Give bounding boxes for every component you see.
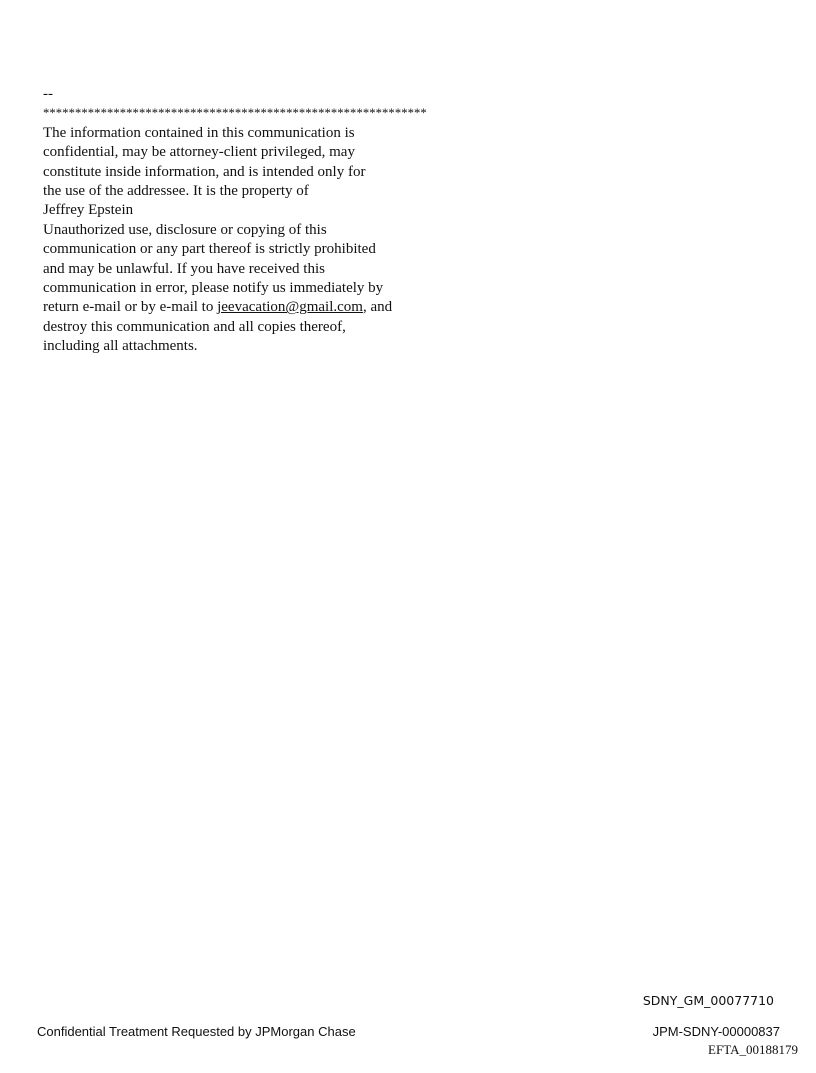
asterisk-separator: ************************************************************ — [43, 106, 427, 121]
return-email-line — [43, 298, 513, 317]
disclaimer-line-2: confidential, may be attorney-client privileged, may — [43, 144, 355, 161]
email-link[interactable]: jeevacation@gmail.com — [217, 299, 363, 316]
return-line-suffix: , and — [362, 299, 393, 316]
disclaimer-line-9: communication in error, please notify us immediately by — [43, 280, 384, 297]
return-line-prefix: return e-mail or by e-mail to — [43, 299, 218, 316]
closing-line-2: including all attachments. — [43, 338, 198, 355]
confidential-notice: Confidential Treatment Requested by JPMorgan Chase — [37, 1024, 356, 1039]
disclaimer-line-7: communication or any part thereof is strictly prohibited — [43, 241, 376, 258]
sdny-bates-stamp: SDNY_GM_00077710 — [642, 993, 774, 1008]
jpm-bates-stamp: JPM-SDNY-00000837 — [652, 1024, 780, 1039]
closing-line-1: destroy this communication and all copies thereof, — [43, 318, 346, 335]
disclaimer-line-8: and may be unlawful. If you have received this — [43, 260, 325, 277]
disclaimer-line-3: constitute inside information, and is intended only for — [43, 163, 366, 180]
disclaimer-line-6: Unauthorized use, disclosure or copying of this — [43, 221, 327, 238]
disclaimer-line-5: Jeffrey Epstein — [43, 202, 134, 219]
email-disclaimer — [43, 85, 513, 357]
efta-bates-stamp: EFTA_00188179 — [708, 1042, 798, 1057]
disclaimer-line-4: the use of the addressee. It is the property of — [43, 183, 309, 200]
signature-dash: -- — [43, 86, 53, 102]
disclaimer-line-1: The information contained in this communication is — [43, 124, 355, 141]
